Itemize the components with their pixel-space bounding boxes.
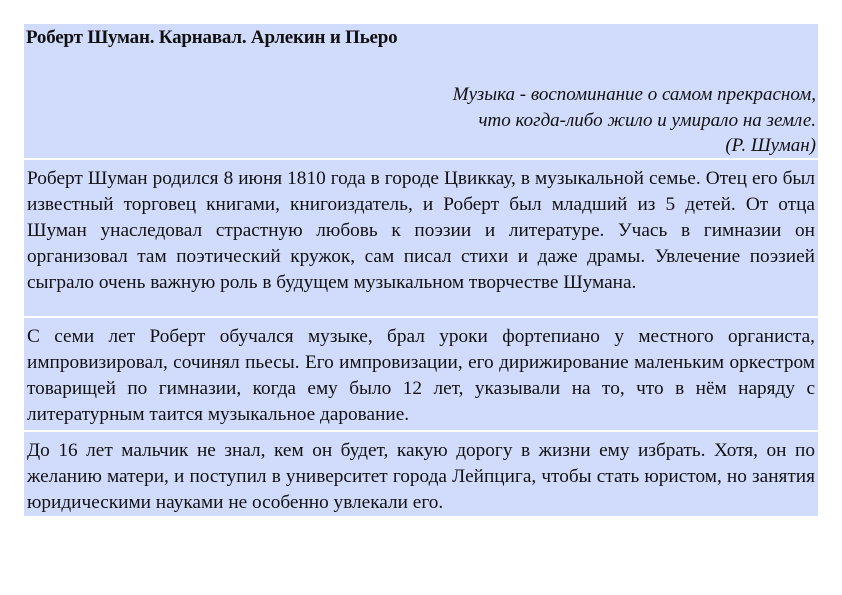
- epigraph-line: что когда-либо жило и умирало на земле.: [478, 109, 816, 131]
- paragraph-block-1: [24, 160, 818, 316]
- header-block: [24, 24, 818, 158]
- epigraph-line: Музыка - воспоминание о самом прекрасном,: [452, 84, 816, 105]
- document-title: Роберт Шуман. Карнавал. Арлекин и Пьеро: [26, 27, 398, 48]
- epigraph-quote: [453, 82, 816, 159]
- paragraph-music-study: С семи лет Роберт обучался музыке, брал уроки фортепиано у местного органиста, импровизировал, сочинял пьесы. Его импровизации, его дирижирование маленьким оркестром товарищей по гимназии, когда ему было 12 лет, указывали на то, что в нём наряду с литературным таится музыкальное дарование.: [27, 326, 815, 425]
- epigraph-author: (Р. Шуман): [725, 135, 816, 156]
- paragraph-birth: Роберт Шуман родился 8 июня 1810 года в городе Цвиккау, в музыкальной семье. Отец его был известный торговец книгами, книгоиздатель, и Роберт был младший из 5 детей. От отца Шуман унаследовал страстную любовь к поэзии и литературе. Учась в гимназии он организовал там поэтический кружок, сам писал стихи и даже драмы. Увлечение поэзией сыграло очень важную роль в будущем музыкальном творчестве Шумана.: [27, 168, 815, 293]
- paragraph-university: До 16 лет мальчик не знал, кем он будет, какую дорогу в жизни ему избрать. Хотя, он по желанию матери, и поступил в университет города Лейпцига, чтобы стать юристом, но занятия юридическими науками не особенно увлекали его.: [27, 440, 815, 513]
- paragraph-block-3: [24, 432, 818, 516]
- paragraph-block-2: [24, 318, 818, 430]
- document-slide: [24, 24, 818, 516]
